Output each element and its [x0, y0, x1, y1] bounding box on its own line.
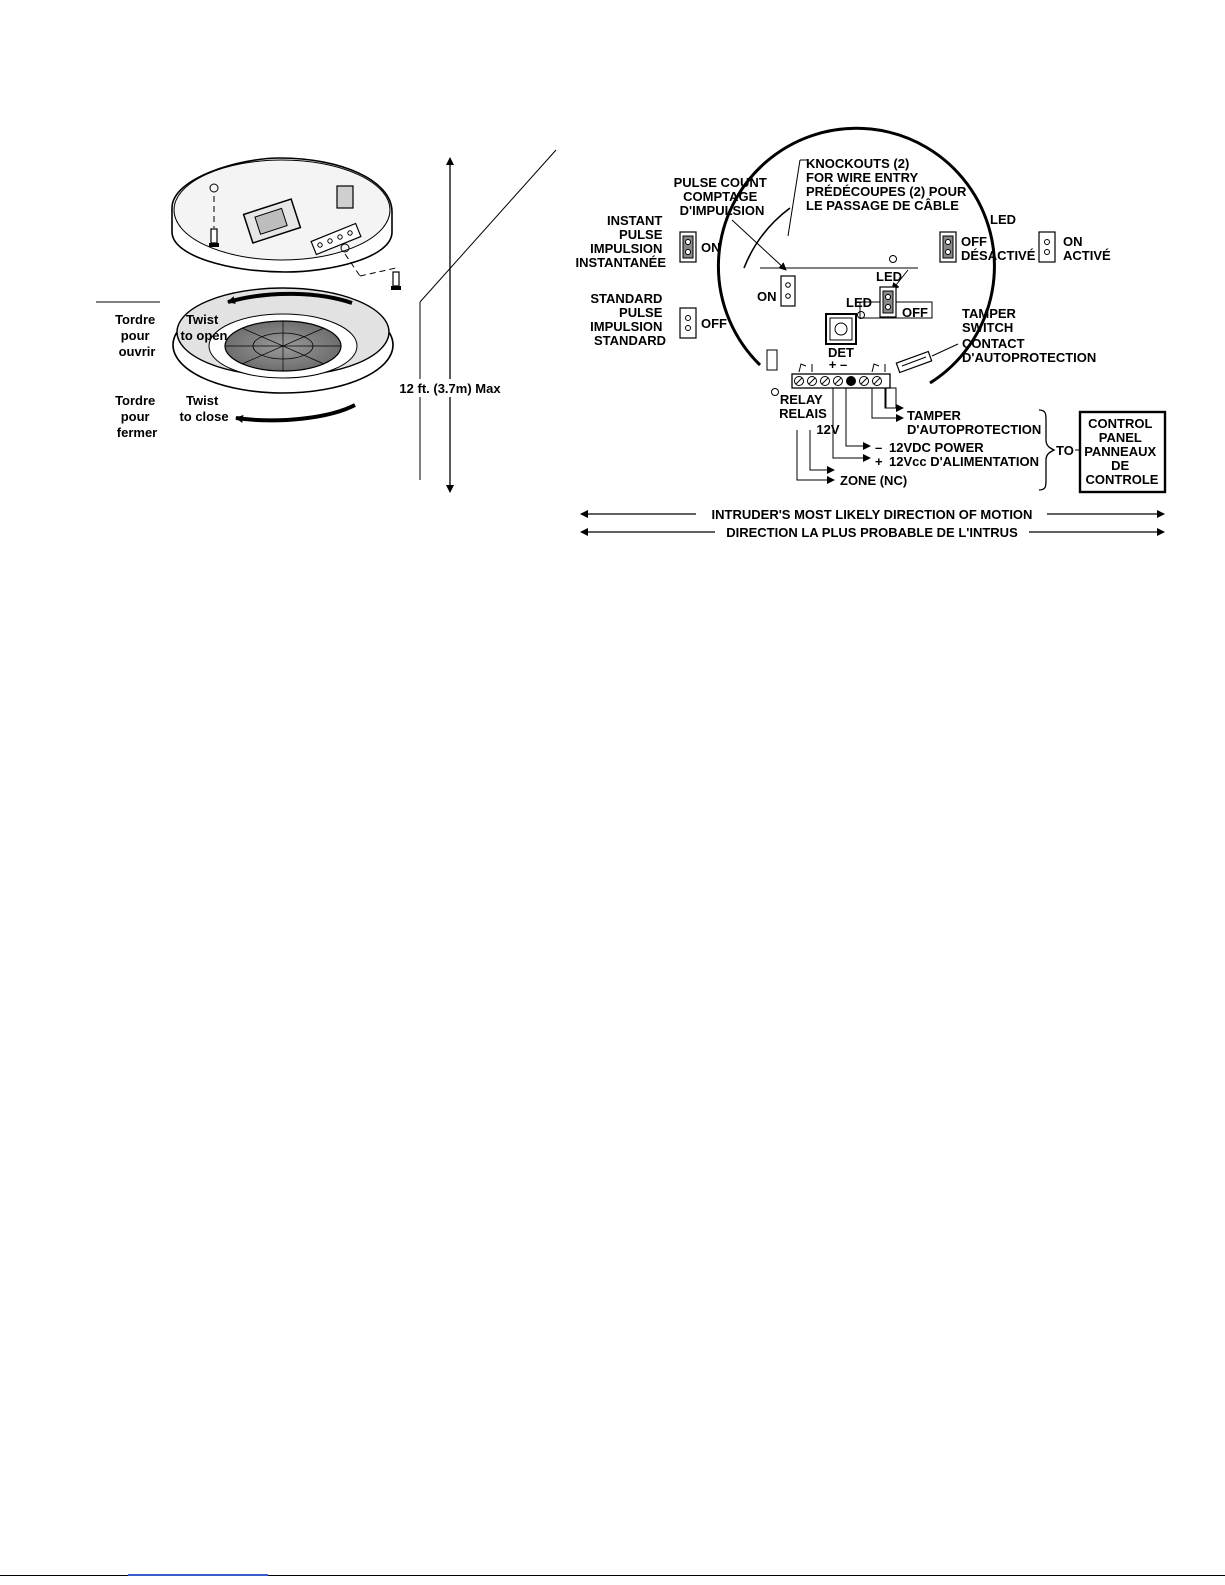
to-label: TO — [1056, 443, 1074, 458]
terminal-unused — [847, 377, 856, 386]
tamper-label: TAMPER D'AUTOPROTECTION — [907, 408, 1042, 437]
twist-to-open-label: Twist to open — [180, 312, 228, 343]
led-on-label: ON ACTIVÉ — [1063, 234, 1111, 263]
relay-label: RELAY RELAIS — [779, 392, 827, 421]
tamper-switch-label: TAMPER SWITCH CONTACT D'AUTOPROTECTION — [962, 306, 1097, 365]
base-plate — [172, 158, 392, 272]
twist-to-close-label: Twist to close — [179, 393, 229, 424]
pulse-count-label: PULSE COUNT COMPTAGE D'IMPULSION — [673, 175, 767, 218]
instant-pulse-label: INSTANT PULSE IMPULSION INSTANTANÉE — [575, 213, 666, 270]
standard-pulse-label: STANDARD PULSE IMPULSION STANDARD — [590, 291, 666, 348]
twist-close-arrow — [236, 405, 355, 420]
motion-label-fr: DIRECTION LA PLUS PROBABLE DE L'INTRUS — [726, 525, 1018, 540]
power-sign-plus: + — [875, 454, 883, 469]
standard-off-label: OFF — [701, 316, 727, 331]
tordre-pour-fermer-label: Tordre pour fermer — [115, 393, 158, 440]
led-indicator — [858, 312, 865, 319]
motion-direction — [581, 507, 1164, 540]
board-led-jumper — [880, 287, 896, 317]
det-label: DET — [828, 345, 854, 360]
board-on-label: ON — [757, 289, 777, 304]
det-sensor — [826, 314, 856, 344]
power-polarity-label: + – — [828, 357, 848, 372]
circuit-board-diagram — [575, 128, 1165, 492]
instant-on-label: ON — [701, 240, 721, 255]
motion-label-en: INTRUDER'S MOST LIKELY DIRECTION OF MOTION — [711, 507, 1033, 522]
board-led-off-label: OFF — [902, 305, 928, 320]
power-sign-minus: – — [875, 440, 883, 455]
12v-label: 12V — [816, 422, 840, 437]
led-on-jumper — [1039, 232, 1055, 262]
zone-label: ZONE (NC) — [840, 473, 908, 488]
board-led-jumper-label: LED — [876, 269, 902, 284]
led-off-label: OFF DÉSACTIVÉ — [961, 234, 1036, 263]
led-title: LED — [990, 212, 1016, 227]
height-label: 12 ft. (3.7m) Max — [399, 381, 501, 396]
footer-link-underline — [128, 1574, 268, 1576]
tordre-pour-ouvrir-label: Tordre pour ouvrir — [115, 312, 156, 359]
knockouts-label: KNOCKOUTS (2) FOR WIRE ENTRY PRÉDÉCOUPES (2) POUR LE PASSAGE DE CÂBLE — [806, 156, 967, 213]
led-off-jumper — [940, 232, 956, 262]
control-panel-label: CONTROL PANEL PANNEAUX DE CONTROLE — [1084, 416, 1159, 487]
led-indicator-label: LED — [846, 295, 872, 310]
detector-illustration — [96, 150, 556, 492]
standard-pulse-jumper — [680, 308, 696, 338]
instant-pulse-jumper — [680, 232, 696, 262]
board-pulse-jumper — [781, 276, 795, 306]
power-label: 12VDC POWER 12Vcc D'ALIMENTATION — [889, 440, 1039, 469]
